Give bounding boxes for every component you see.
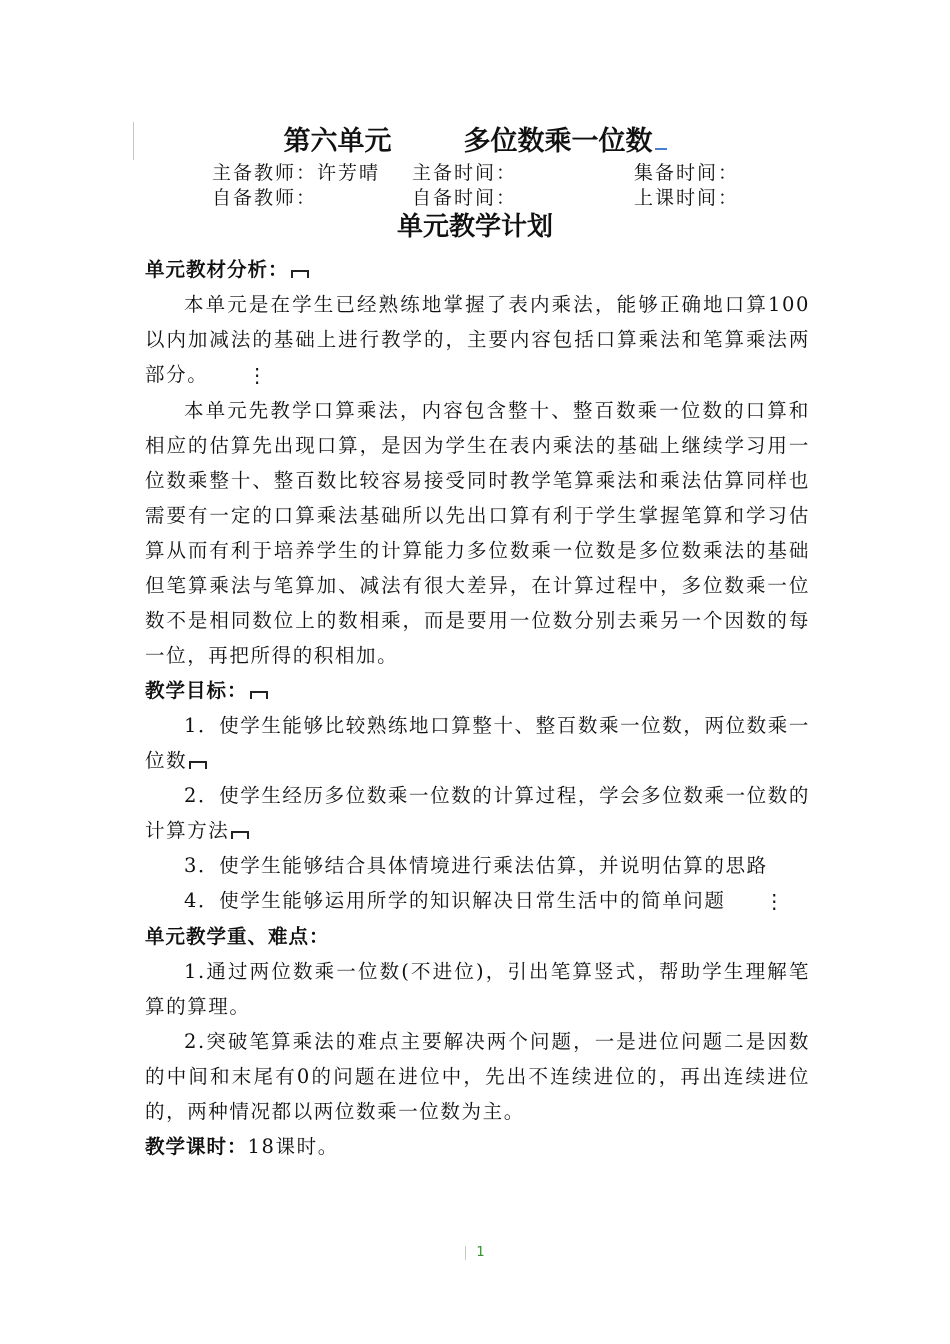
plan-title: 单元教学计划 bbox=[396, 212, 553, 242]
paragraph-mark-icon bbox=[291, 270, 309, 278]
paragraph-mark-icon bbox=[250, 691, 268, 699]
key-point-item: 2.突破笔算乘法的难点主要解决两个问题，一是进位问题二是因数的中间和末尾有0的问题在进位中，先出不连续进位的，再出连续进位的，两种情况都以两位数乘一位数为主。 bbox=[145, 1030, 810, 1123]
goals-heading: 教学目标： bbox=[145, 673, 810, 708]
ellipsis-icon: ⋮ bbox=[764, 890, 786, 913]
goal-item: 3．使学生能够结合具体情境进行乘法估算，并说明估算的思路 bbox=[184, 854, 768, 877]
key-points-heading: 单元教学重、难点： bbox=[145, 925, 330, 948]
text-cursor bbox=[655, 148, 667, 150]
ellipsis-icon: ⋮ bbox=[247, 364, 269, 387]
hours-value: 18课时。 bbox=[247, 1135, 339, 1158]
hours-heading: 教学课时： bbox=[145, 1135, 248, 1158]
hours-line bbox=[145, 1129, 810, 1164]
key-point-item: 1.通过两位数乘一位数(不进位)，引出笔算竖式，帮助学生理解笔算的算理。 bbox=[145, 960, 810, 1018]
page-footer bbox=[0, 1245, 950, 1260]
unit-topic: 多位数乘一位数 bbox=[463, 126, 653, 157]
goal-item: 2．使学生经历多位数乘一位数的计算过程，学会多位数乘一位数的计算方法 bbox=[145, 784, 810, 842]
goal-item: 1．使学生能够比较熟练地口算整十、整百数乘一位数，两位数乘一位数 bbox=[145, 714, 810, 772]
analysis-paragraph-2: 本单元先教学口算乘法，内容包含整十、整百数乘一位数的口算和相应的估算先出现口算，是因为学生在表内乘法的基础上继续学习用一位数乘整十、整百数比较容易接受同时教学笔算乘法和乘法估算同样也需要有一定的口算乘法基础所以先出口算有利于学生掌握笔算和学习估算从而有利于培养学生的计算能力多位数乘一位数是多位数乘法的基础但笔算乘法与笔算加、减法有很大差异，在计算过程中，多位数乘一位数不是相同数位上的数相乘，而是要用一位数分别去乘另一个因数的每一位，再把所得的积相加。 bbox=[145, 399, 810, 667]
class-time: 上课时间： bbox=[634, 187, 740, 209]
footer-divider bbox=[465, 1246, 466, 1260]
lead-teacher: 主备教师：许芳晴 bbox=[212, 162, 381, 184]
lead-prep-time: 主备时间： bbox=[412, 162, 518, 184]
page-number: 1 bbox=[476, 1245, 485, 1260]
paragraph-mark-icon bbox=[231, 831, 249, 839]
unit-number: 第六单元 bbox=[283, 126, 392, 157]
document-body bbox=[145, 252, 810, 1164]
self-teacher: 自备教师： bbox=[212, 187, 318, 209]
unit-title bbox=[0, 124, 950, 160]
goal-item: 4．使学生能够运用所学的知识解决日常生活中的简单问题 ⋮ bbox=[145, 883, 810, 919]
group-prep-time: 集备时间： bbox=[634, 162, 740, 184]
paragraph-mark-icon bbox=[189, 761, 207, 769]
self-prep-time: 自备时间： bbox=[412, 187, 518, 209]
analysis-heading: 单元教材分析： bbox=[145, 252, 810, 287]
analysis-paragraph-1: 本单元是在学生已经熟练地掌握了表内乘法，能够正确地口算100以内加减法的基础上进行教学的，主要内容包括口算乘法和笔算乘法两部分。 ⋮ bbox=[145, 287, 810, 393]
